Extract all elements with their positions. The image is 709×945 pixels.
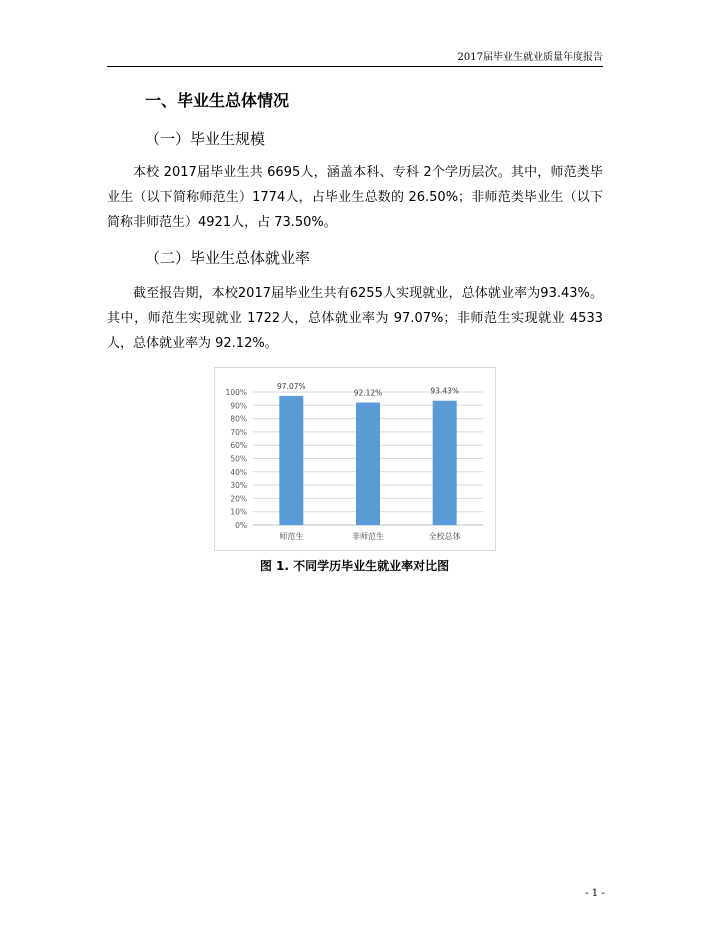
paragraph-scale: 本校 2017届毕业生共 6695人，涵盖本科、专科 2个学历层次。其中，师范类毕业生（以下简称师范生）1774人，占毕业生总数的 26.50%；非师范类毕业生（以下简称非师范生）4921人，占 73.50%。 [107,165,603,230]
chart-x-axis [279,531,460,541]
chart-bar [356,402,380,525]
subsection-title-employment: （二）毕业生总体就业率 [145,249,311,267]
chart-x-tick-label: 非师范生 [352,532,384,541]
chart-data-labels [277,382,459,398]
chart-y-tick-label: 60% [230,441,247,451]
section-title: 一、毕业生总体情况 [145,91,290,110]
chart-x-tick-label: 师范生 [279,532,304,541]
header-title: 2017届毕业生就业质量年度报告 [457,52,603,63]
chart-y-axis [226,388,247,530]
page-header [107,50,603,67]
chart-y-tick-label: 50% [230,454,247,464]
chart-y-tick-label: 0% [235,521,247,530]
chart-bar [279,396,303,525]
figure-caption: 图 1. 不同学历毕业生就业率对比图 [259,559,450,573]
chart-y-tick-label: 80% [230,414,247,424]
chart-bar [433,401,457,525]
chart-y-tick-label: 40% [230,467,247,477]
chart-bars [279,396,456,525]
chart-y-tick-label: 20% [230,494,247,504]
chart-data-label: 93.43% [430,386,459,396]
chart-y-tick-label: 70% [230,427,247,437]
chart-y-tick-label: 30% [230,481,247,491]
page-number: - 1 - [585,888,605,899]
chart-y-tick-label: 90% [230,401,247,411]
chart-data-label: 92.12% [353,388,383,398]
chart-y-tick-label: 100% [225,388,247,397]
subsection-title-scale: （一）毕业生规模 [145,130,266,148]
employment-rate-chart [214,367,496,551]
chart-y-tick-label: 10% [230,507,247,517]
chart-x-tick-label: 全校总体 [428,532,461,541]
paragraph-employment: 截至报告期，本校2017届毕业生共有6255人实现就业，总体就业率为93.43%。其中，师范生实现就业 1722人，总体就业率为 97.07%；非师范生实现就业 4533人，总体就业率为 92.12%。 [107,286,603,351]
chart-canvas [215,368,495,550]
chart-data-label: 97.07% [277,381,306,391]
